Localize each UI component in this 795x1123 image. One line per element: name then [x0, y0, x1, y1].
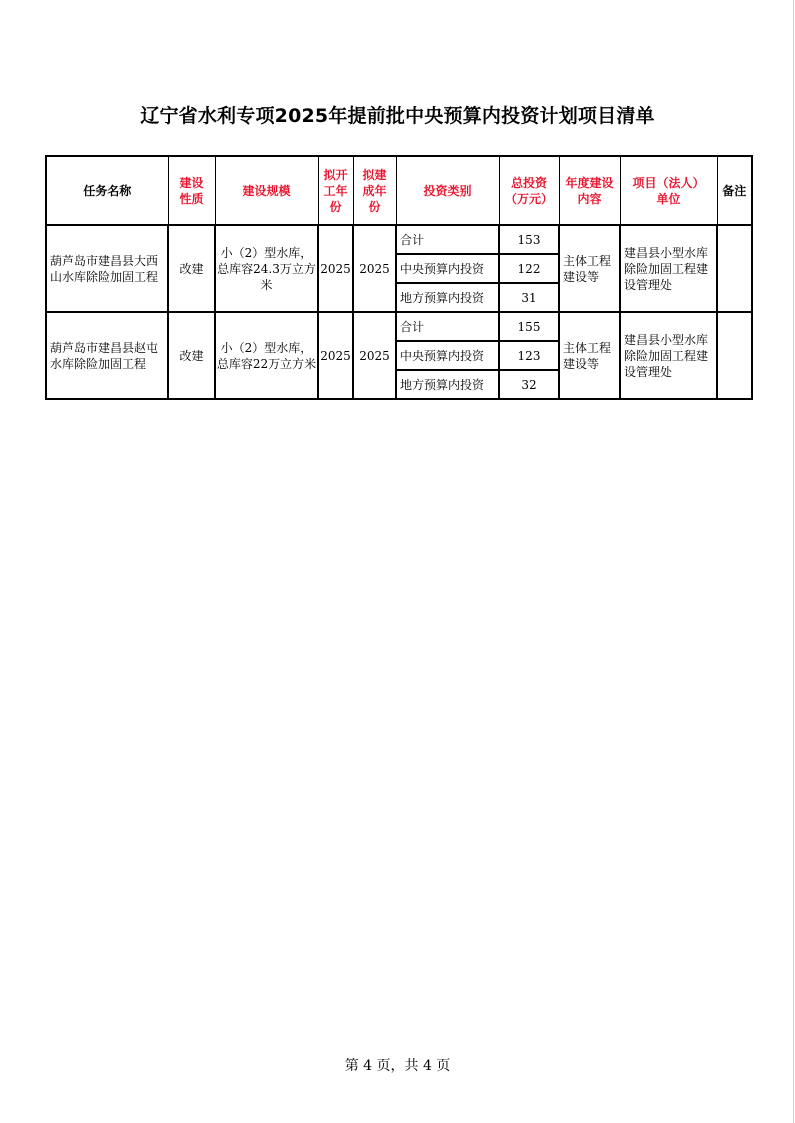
start-year-cell: 2025 — [318, 225, 353, 312]
investment-category-cell: 中央预算内投资 — [396, 254, 499, 283]
investment-amount-cell: 155 — [499, 312, 559, 341]
investment-amount-cell: 153 — [499, 225, 559, 254]
table-row — [46, 312, 752, 341]
header-investment-category: 投资类别 — [396, 156, 499, 225]
nature-cell: 改建 — [168, 225, 215, 312]
task-name-cell: 葫芦岛市建昌县大西山水库除险加固工程 — [46, 225, 168, 312]
end-year-cell: 2025 — [353, 225, 396, 312]
investment-category-cell: 合计 — [396, 225, 499, 254]
annual-content-cell: 主体工程建设等 — [559, 312, 620, 399]
scale-cell: 小（2）型水库，总库容24.3万立方米 — [215, 225, 318, 312]
header-end-year: 拟建 成年 份 — [353, 156, 396, 225]
header-total-investment: 总投资 （万元） — [499, 156, 559, 225]
unit-cell: 建昌县小型水库除险加固工程建设管理处 — [620, 225, 717, 312]
header-row — [46, 156, 752, 225]
annual-content-cell: 主体工程建设等 — [559, 225, 620, 312]
investment-amount-cell: 122 — [499, 254, 559, 283]
unit-cell: 建昌县小型水库除险加固工程建设管理处 — [620, 312, 717, 399]
investment-category-cell: 中央预算内投资 — [396, 341, 499, 370]
remark-cell — [717, 312, 752, 399]
table-row — [46, 225, 752, 254]
header-task-name: 任务名称 — [46, 156, 168, 225]
investment-category-cell: 地方预算内投资 — [396, 283, 499, 312]
header-start-year: 拟开 工年 份 — [318, 156, 353, 225]
investment-category-cell: 合计 — [396, 312, 499, 341]
start-year-cell: 2025 — [318, 312, 353, 399]
header-annual-content: 年度建设 内容 — [559, 156, 620, 225]
project-table — [45, 155, 753, 400]
investment-amount-cell: 31 — [499, 283, 559, 312]
remark-cell — [717, 225, 752, 312]
investment-amount-cell: 123 — [499, 341, 559, 370]
investment-category-cell: 地方预算内投资 — [396, 370, 499, 399]
scale-cell: 小（2）型水库，总库容22万立方米 — [215, 312, 318, 399]
header-scale: 建设规模 — [215, 156, 318, 225]
header-remark: 备注 — [717, 156, 752, 225]
end-year-cell: 2025 — [353, 312, 396, 399]
investment-amount-cell: 32 — [499, 370, 559, 399]
task-name-cell: 葫芦岛市建昌县赵屯水库除险加固工程 — [46, 312, 168, 399]
nature-cell: 改建 — [168, 312, 215, 399]
page-title: 辽宁省水利专项2025年提前批中央预算内投资计划项目清单 — [140, 105, 655, 127]
header-unit: 项目（法人） 单位 — [620, 156, 717, 225]
page-footer: 第 4 页，共 4 页 — [344, 1058, 451, 1074]
header-nature: 建设 性质 — [168, 156, 215, 225]
